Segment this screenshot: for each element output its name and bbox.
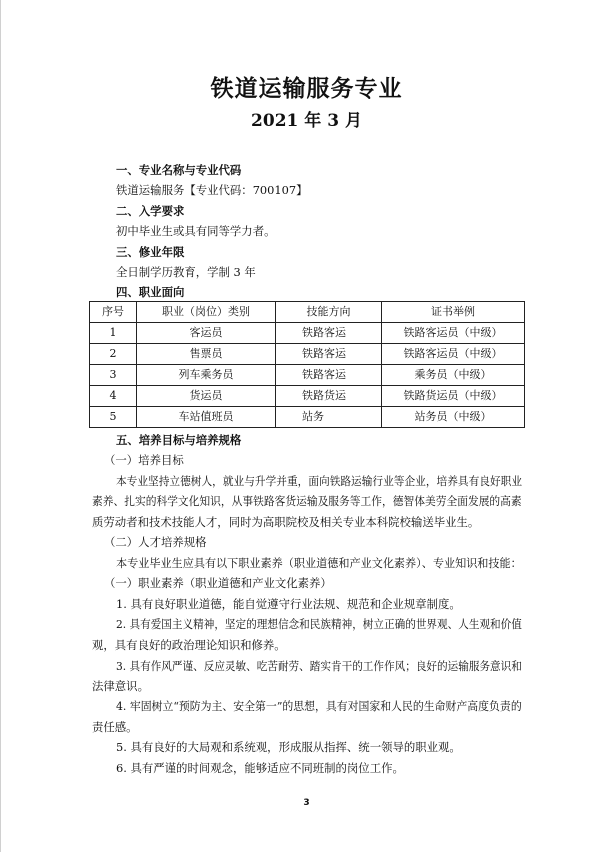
document-date: 2021 年 3 月 [251,111,362,131]
section-heading-duration: 三、修业年限 [116,245,185,259]
cell-index: 4 [90,386,137,407]
quality-item-3: 3. 具有作风严谨、反应灵敏、吃苦耐劳、踏实肯干的工作作风；良好的运输服务意识和 [116,659,522,673]
table-header-row [90,302,525,323]
major-code-text: 铁道运输服务【专业代码：700107】 [116,183,308,197]
cell-occupation: 客运员 [137,323,276,344]
quality-item-4-cont: 责任感。 [92,720,138,734]
cell-skill: 铁路客运 [276,365,382,386]
duration-text: 全日制学历教育，学制 3 年 [116,265,256,279]
quality-item-2: 2. 具有爱国主义精神，坚定的理想信念和民族精神，树立正确的世界观、人生观和价值 [116,617,522,631]
section-heading-career: 四、职业面向 [116,285,185,299]
table-row [90,407,525,428]
quality-item-4: 4. 牢固树立“预防为主、安全第一”的思想，具有对国家和人民的生命财产高度负责的 [116,699,522,713]
cell-index: 3 [90,365,137,386]
cell-certificate: 乘务员（中级） [382,365,525,386]
goal-paragraph-line: 本专业坚持立德树人，就业与升学并重，面向铁路运输行业等企业，培养具有良好职业 [116,474,523,488]
header-certificate: 证书举例 [382,302,525,323]
cell-occupation: 车站值班员 [137,407,276,428]
document-title: 铁道运输服务专业 [210,76,403,102]
goal-paragraph-line: 质劳动者和技术技能人才，同时为高职院校及相关专业本科院校输送毕业生。 [92,515,480,529]
quality-item-2-cont: 观，具有良好的政治理论知识和修养。 [92,638,286,652]
cell-skill: 铁路客运 [276,323,382,344]
cell-occupation: 列车乘务员 [137,365,276,386]
quality-item-5: 5. 具有良好的大局观和系统观，形成服从指挥、统一领导的职业观。 [116,740,461,754]
cell-occupation: 货运员 [137,386,276,407]
subheading-professional-quality: （一）职业素养（职业道德和产业文化素养） [104,576,332,590]
quality-item-6: 6. 具有严谨的时间观念，能够适应不同班制的岗位工作。 [116,761,404,775]
subheading-talent-spec: （二）人才培养规格 [104,535,207,549]
table-row [90,386,525,407]
header-skill: 技能方向 [276,302,382,323]
quality-item-1: 1. 具有良好职业道德，能自觉遵守行业法规、规范和企业规章制度。 [116,597,461,611]
cell-certificate: 铁路客运员（中级） [382,323,525,344]
cell-skill: 铁路货运 [276,386,382,407]
admission-text: 初中毕业生或具有同等学力者。 [116,224,276,238]
cell-certificate: 站务员（中级） [382,407,525,428]
section-heading-major-code: 一、专业名称与专业代码 [116,163,242,177]
cell-index: 2 [90,344,137,365]
cell-certificate: 铁路货运员（中级） [382,386,525,407]
table-row [90,323,525,344]
table-row [90,344,525,365]
cell-occupation: 售票员 [137,344,276,365]
cell-certificate: 铁路客运员（中级） [382,344,525,365]
cell-index: 5 [90,407,137,428]
header-index: 序号 [90,302,137,323]
quality-item-3-cont: 法律意识。 [92,679,149,693]
page-number: 3 [303,798,310,808]
cell-skill: 站务 [276,407,382,428]
header-occupation: 职业（岗位）类别 [137,302,276,323]
goal-paragraph-line: 素养、扎实的科学文化知识，从事铁路客货运输及服务等工作，德智体美劳全面发展的高素 [92,494,522,508]
career-table [89,301,525,428]
cell-index: 1 [90,323,137,344]
section-heading-goals-specs: 五、培养目标与培养规格 [116,433,242,447]
subheading-training-goal: （一）培养目标 [104,453,184,467]
cell-skill: 铁路客运 [276,344,382,365]
table-row [90,365,525,386]
section-heading-admission: 二、入学要求 [116,204,185,218]
spec-intro: 本专业毕业生应具有以下职业素养（职业道德和产业文化素养）、专业知识和技能： [116,556,522,570]
